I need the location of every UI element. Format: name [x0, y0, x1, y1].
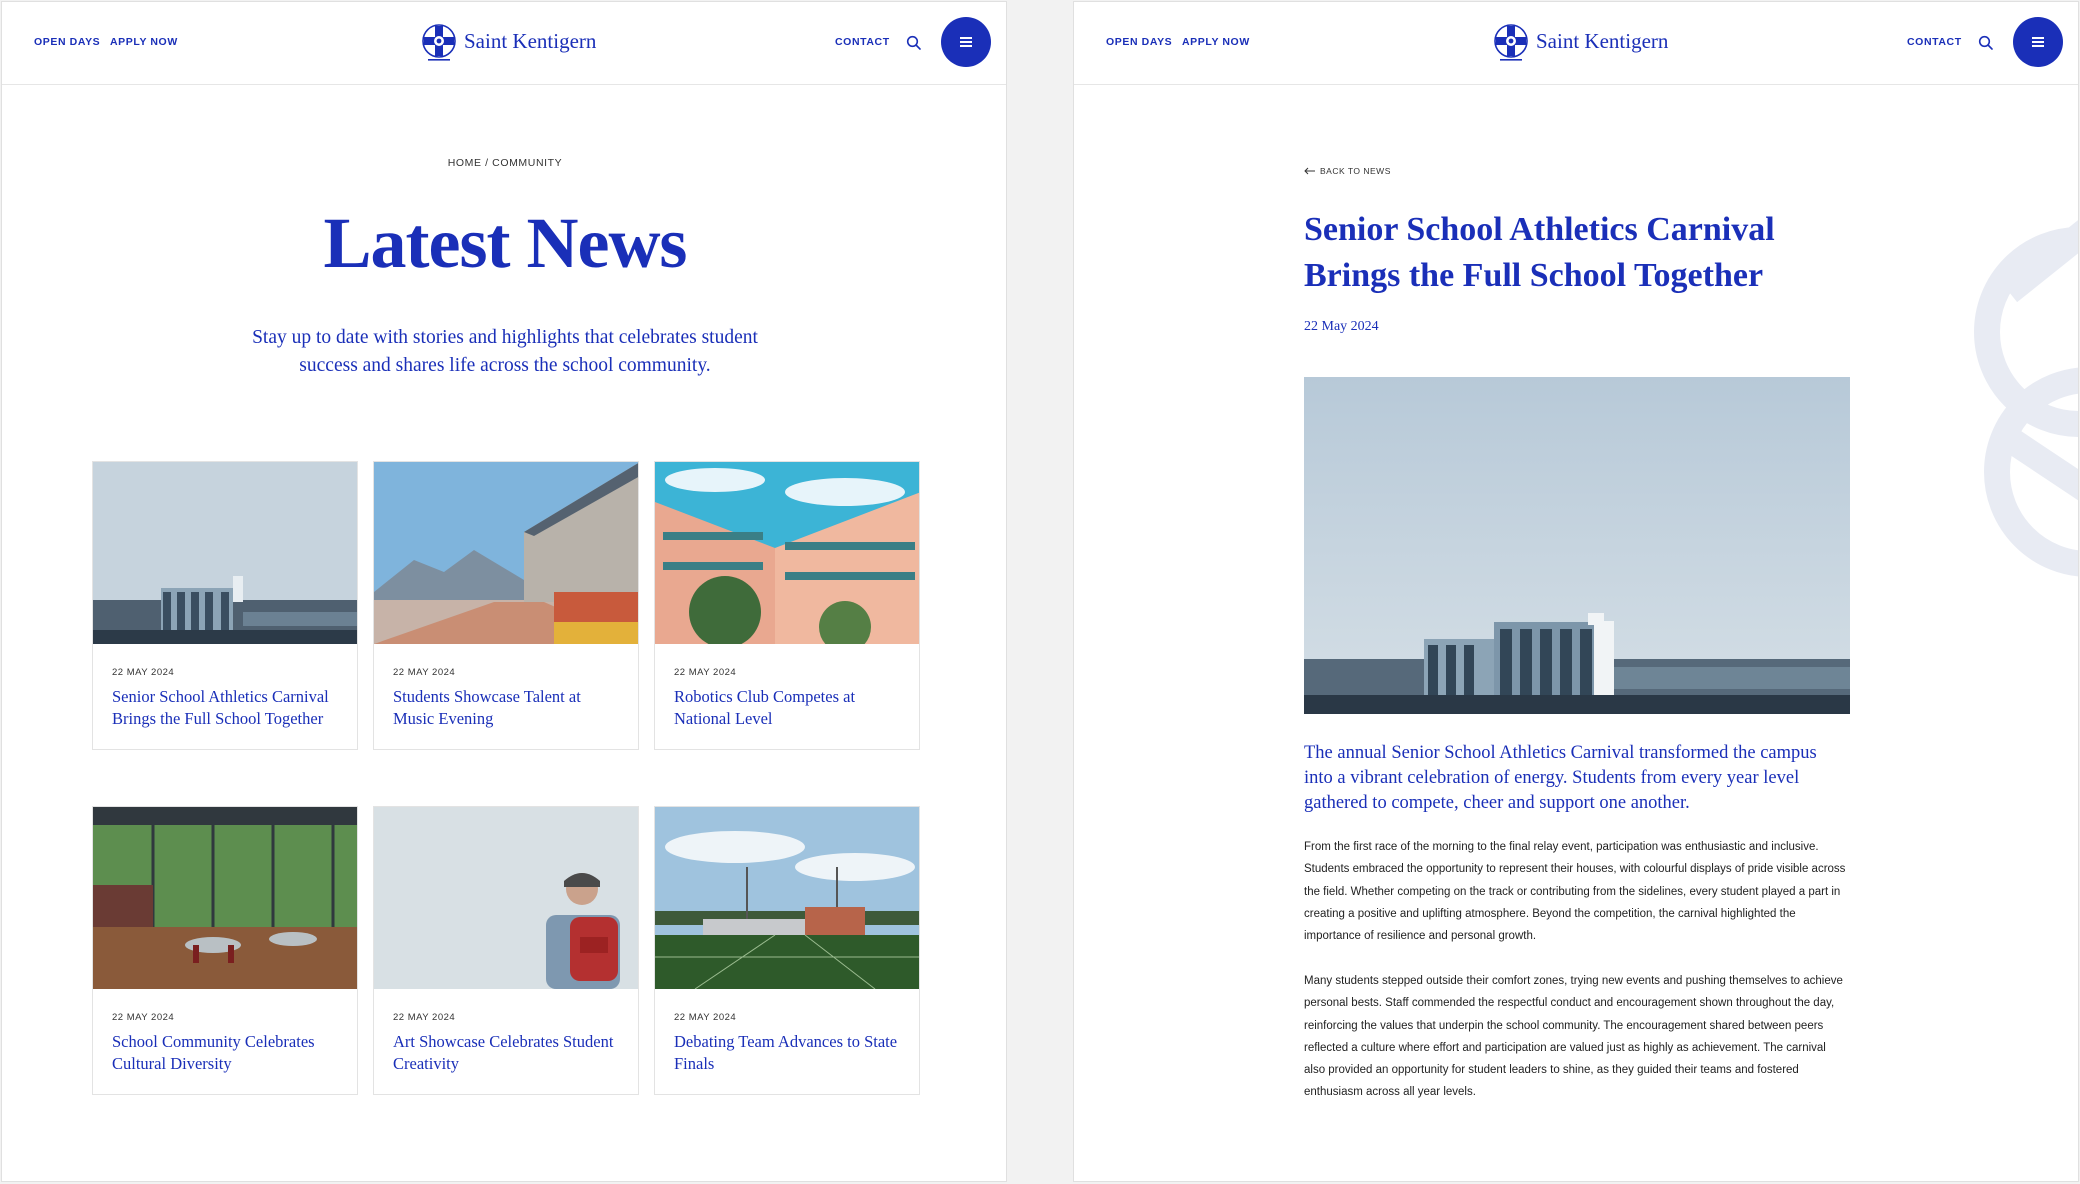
- logo-crest-icon: [1492, 23, 1530, 63]
- card-date: 22 MAY 2024: [674, 667, 737, 678]
- decorative-knot-icon: [1889, 172, 2079, 612]
- page-intro: Stay up to date with stories and highlights that celebrates student success and shares life across the school community.: [252, 327, 758, 376]
- menu-button[interactable]: [941, 17, 991, 67]
- news-card-athletics[interactable]: [92, 461, 358, 750]
- news-card-robotics[interactable]: [654, 461, 920, 750]
- news-listing-page: [1, 1, 1007, 1182]
- nav-open-days[interactable]: OPEN DAYS: [1106, 36, 1173, 48]
- site-header: [2, 2, 1007, 85]
- card-title[interactable]: Debating Team Advances to State Finals: [674, 1032, 898, 1073]
- card-date: 22 MAY 2024: [112, 667, 175, 678]
- card-date: 22 MAY 2024: [674, 1012, 737, 1023]
- news-card-cultural[interactable]: [92, 806, 358, 1095]
- nav-apply-now[interactable]: APPLY NOW: [1182, 36, 1250, 48]
- article-lead: The annual Senior School Athletics Carnival transformed the campus into a vibrant celebration of energy. Students from every year level gathered to compete, cheer and support one another.: [1304, 743, 1817, 813]
- nav-open-days[interactable]: OPEN DAYS: [34, 36, 101, 48]
- card-image-building: [93, 462, 358, 644]
- site-logo[interactable]: [420, 21, 596, 65]
- news-card-debating[interactable]: [654, 806, 920, 1095]
- site-logo[interactable]: [1492, 21, 1668, 65]
- article-date: 22 May 2024: [1304, 319, 1379, 334]
- back-arrow-icon: [1304, 167, 1316, 175]
- card-image-sports-field: [655, 807, 920, 989]
- article-paragraph: From the first race of the morning to the final relay event, participation was enthusiastic and inclusive. Students embraced the opportunity to represent their houses, with colourful displays of pride visible across the field. Whether competing on the track or contributing from the sidelines, every student played a part in creating a positive and uplifting atmosphere. Beyond the competition, the carnival highlighted the importance of resilience and personal growth.: [1304, 841, 1846, 943]
- nav-contact[interactable]: CONTACT: [835, 36, 890, 48]
- back-link-label: BACK TO NEWS: [1320, 166, 1391, 176]
- card-image-campus-courtyard: [374, 462, 639, 644]
- back-to-news-link[interactable]: [1304, 166, 1391, 176]
- card-title[interactable]: School Community Celebrates Cultural Diversity: [112, 1032, 315, 1073]
- search-icon[interactable]: [905, 34, 923, 52]
- menu-icon: [2032, 37, 2044, 47]
- news-card-art[interactable]: [373, 806, 639, 1095]
- article-title: Senior School Athletics Carnival Brings the Full School Together: [1304, 211, 1775, 294]
- brand-name: Saint Kentigern: [464, 28, 597, 53]
- brand-name: Saint Kentigern: [1536, 28, 1669, 53]
- menu-button[interactable]: [2013, 17, 2063, 67]
- news-card-music[interactable]: [373, 461, 639, 750]
- article-paragraph: Many students stepped outside their comfort zones, trying new events and pushing themselves to achieve personal bests. Staff commended the respectful conduct and encouragement shown throughout the day, reinforcing the values that underpin the school community. The encouragement shared between peers reflected a culture where effort and participation are valued just as highly as achievement. The carnival also provided an opportunity for student leaders to shine, as they guided their teams and fostered enthusiasm across all year levels.: [1304, 975, 1843, 1099]
- nav-contact[interactable]: CONTACT: [1907, 36, 1962, 48]
- card-title[interactable]: Art Showcase Celebrates Student Creativity: [393, 1032, 614, 1073]
- nav-apply-now[interactable]: APPLY NOW: [110, 36, 178, 48]
- search-icon[interactable]: [1977, 34, 1995, 52]
- card-title[interactable]: Students Showcase Talent at Music Evening: [393, 687, 581, 728]
- menu-icon: [960, 37, 972, 47]
- card-date: 22 MAY 2024: [393, 667, 456, 678]
- site-header: [1074, 2, 2079, 85]
- page-title: Latest News: [323, 203, 687, 283]
- card-image-library: [93, 807, 358, 989]
- card-date: 22 MAY 2024: [393, 1012, 456, 1023]
- card-image-student: [374, 807, 639, 989]
- article-page: [1073, 1, 2079, 1182]
- card-title[interactable]: Robotics Club Competes at National Level: [674, 687, 856, 728]
- logo-crest-icon: [420, 23, 458, 63]
- card-image-school-building: [655, 462, 920, 644]
- breadcrumb[interactable]: HOME / COMMUNITY: [447, 157, 563, 169]
- article-hero-image: [1304, 377, 1850, 714]
- card-date: 22 MAY 2024: [112, 1012, 175, 1023]
- card-title[interactable]: Senior School Athletics Carnival Brings the Full School Together: [112, 687, 329, 728]
